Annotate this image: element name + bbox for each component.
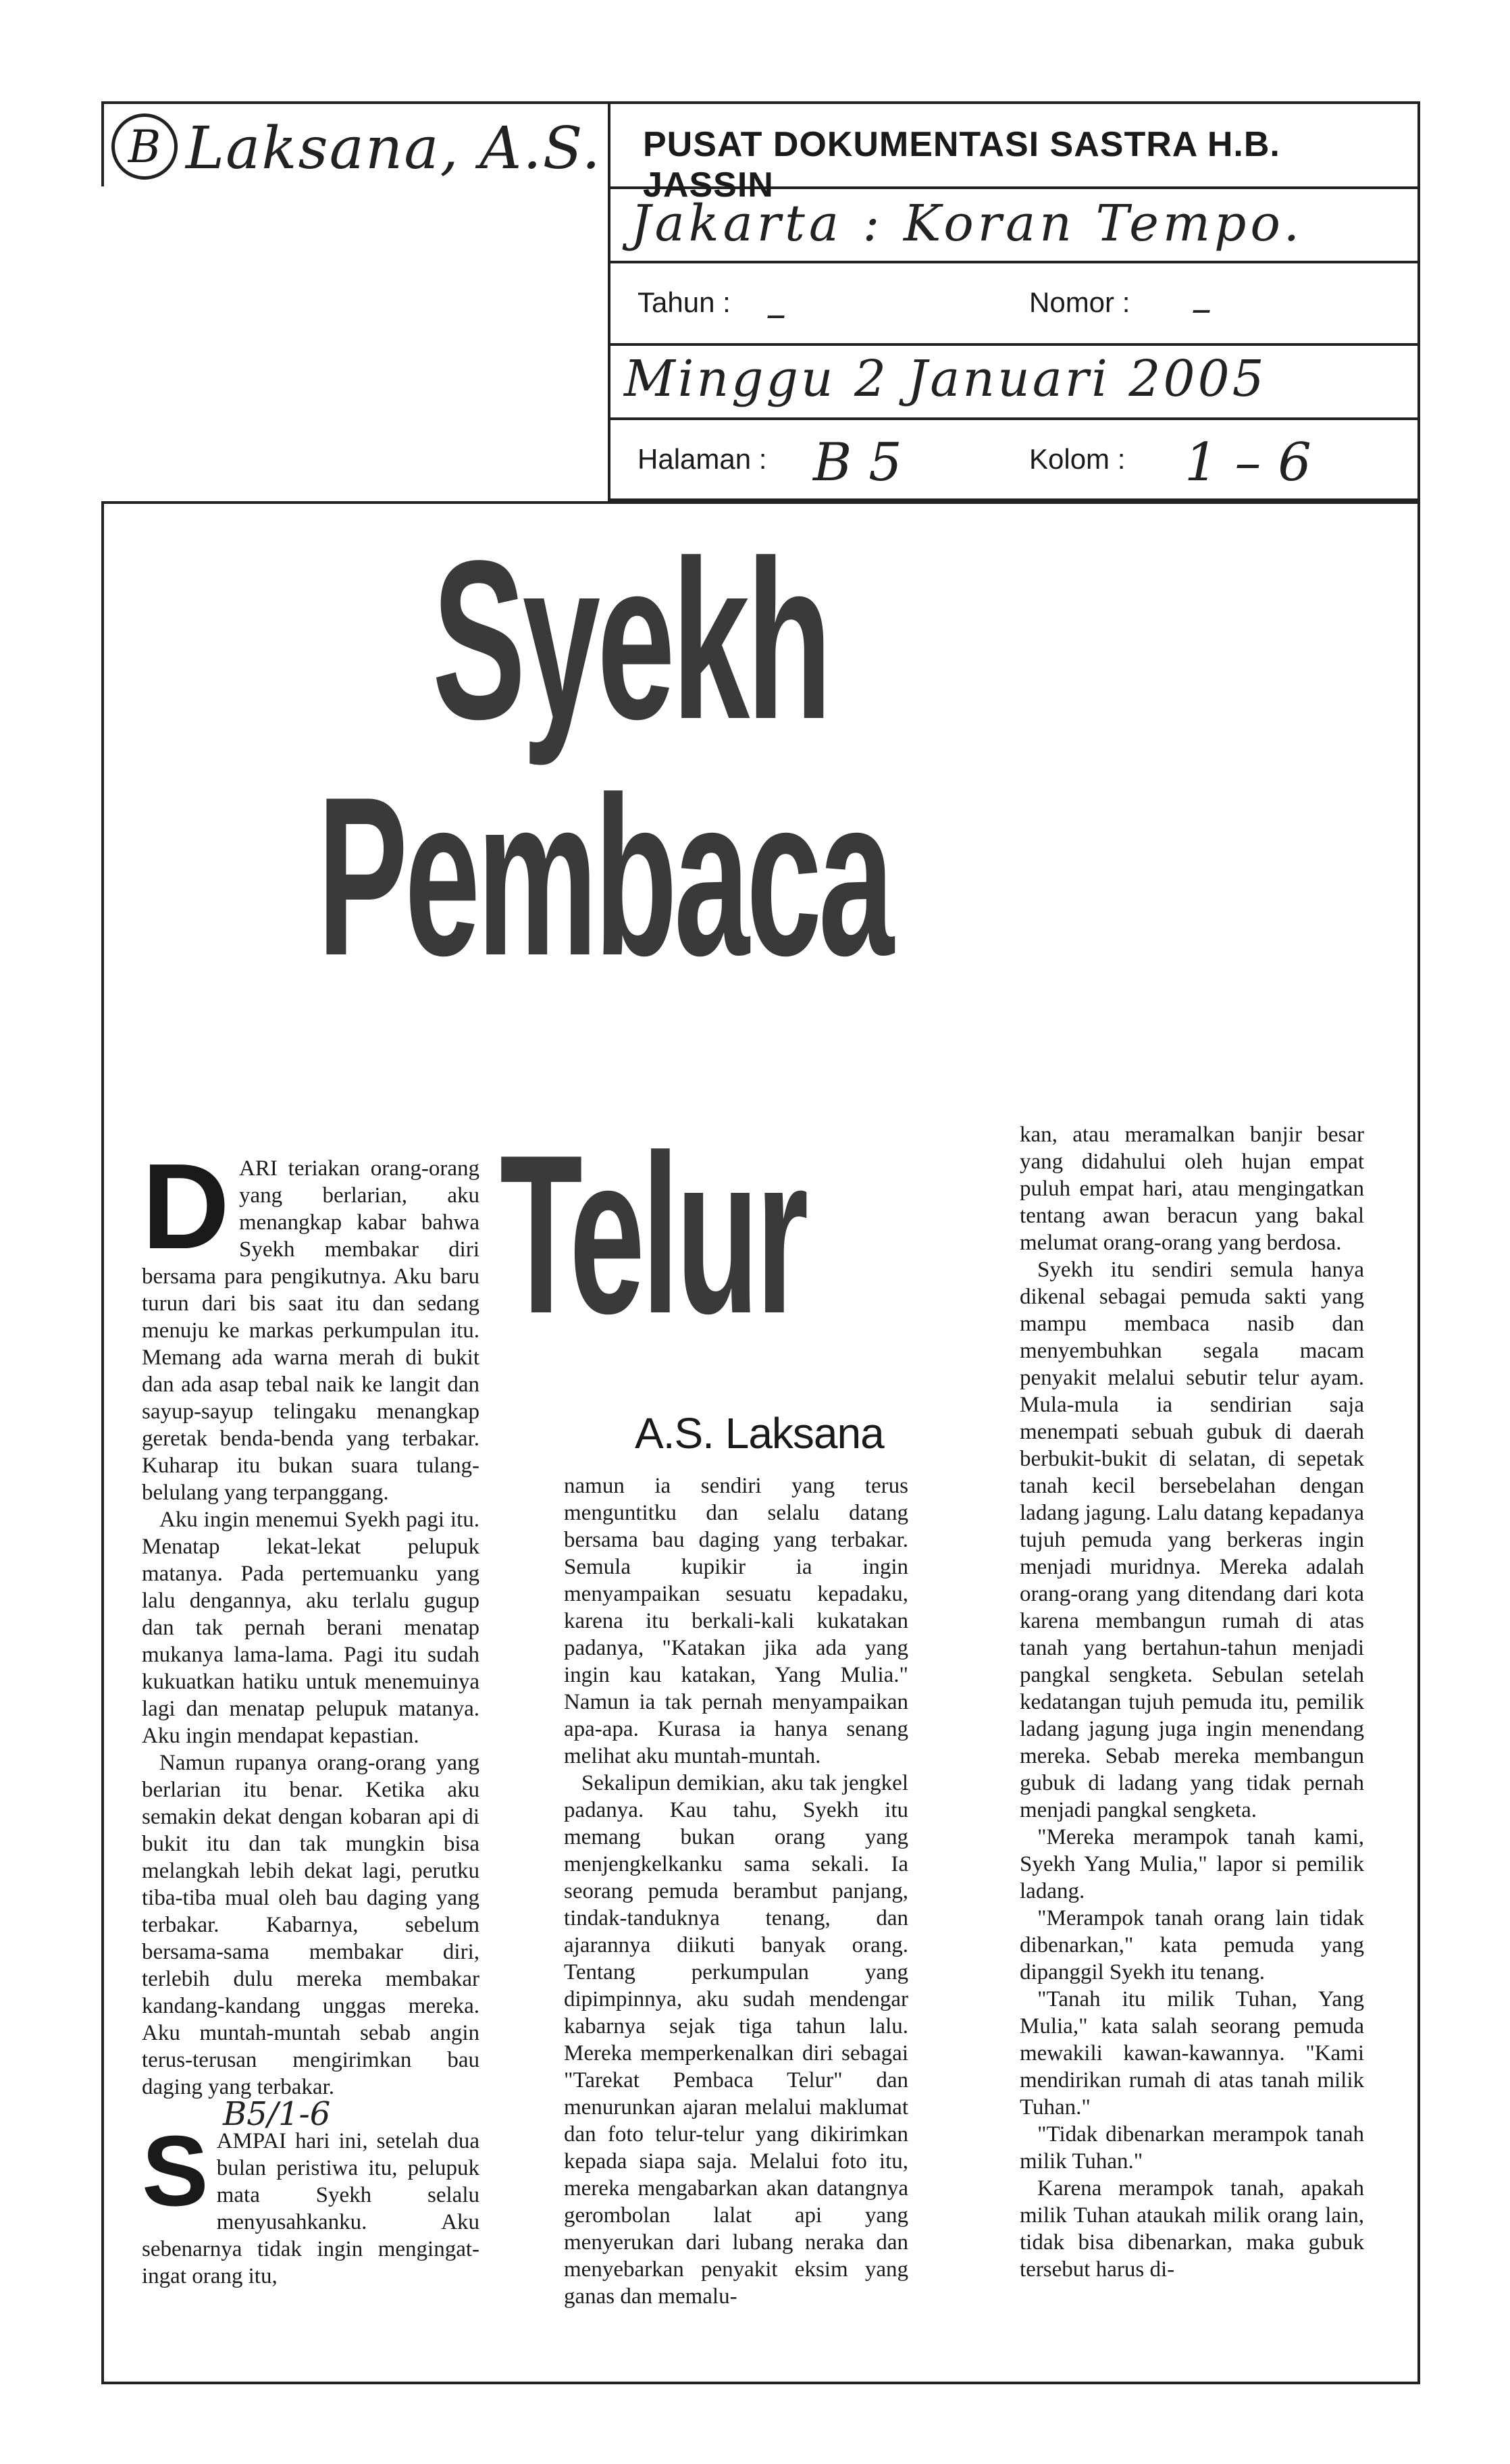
- headline-line-2: Pembaca: [317, 750, 891, 1002]
- col3-paragraph-1: kan, atau meramalkan banjir besar yang didahului oleh hujan empat puluh empat hari, atau mengingatkan tentang awan beracun yang bakal melumat orang-orang yang berdosa.: [1020, 1123, 1364, 1255]
- halaman-label: Halaman :: [637, 443, 767, 475]
- col3-paragraph-4: "Merampok tanah orang lain tidak dibenarkan," kata pemuda yang dipanggil Syekh itu tenang.: [1020, 1906, 1364, 1984]
- nomor-value: –: [1191, 285, 1212, 332]
- col1-paragraph-2: Aku ingin menemui Syekh pagi itu. Menatap lekat-lekat pelupuk matanya. Pada pertemuanku yang lalu dengannya, aku terlalu gugup dan tak pernah berani menatap mukanya lama-lama. Pagi itu sudah kukuatkan hatiku untuk menemuinya lagi dan menatap pelupuk matanya. Aku ingin mendapat kepastian.: [142, 1508, 479, 1748]
- margin-note-handwritten: B5/1-6: [223, 2095, 331, 2133]
- headline-line-1: Syekh: [432, 513, 829, 766]
- headline-line-3: Telur: [500, 1108, 806, 1360]
- catalog-row-halaman-kolom: [610, 417, 1417, 501]
- byline: A.S. Laksana: [635, 1409, 884, 1458]
- catalog-row-date: [610, 343, 1417, 420]
- catalog-institution: PUSAT DOKUMENTASI SASTRA H.B. JASSIN: [643, 125, 1280, 205]
- col2-paragraph-1: namun ia sendiri yang terus menguntitku dan selalu datang bersama bau daging yang terbakar. Semula kupikir ia ingin menyampaikan sesuatu kepadaku, karena itu berkali-kali kukatakan padanya, "Katakan jika ada yang ingin kau katakan, Yang Mulia." Namun ia tak pernah menyampaikan apa-apa. Kurasa ia hanya senang melihat aku muntah-muntah.: [564, 1474, 908, 1768]
- col1-paragraph-1: ARI teriakan orang-orang yang berlarian, aku menangkap kabar bahwa Syekh membakar diri bersama para pengikutnya. Aku baru turun dari bis saat itu dan sedang menuju ke markas perkumpulan itu. Memang ada warna merah di bukit dan ada asap tebal naik ke langit dan sayup-sayup telingaku menangkap geretak benda-benda yang terbakar. Kuharap itu bukan suara tulang-belulang yang terpanggang.: [142, 1156, 479, 1505]
- catalog-row-source: [610, 186, 1417, 263]
- tahun-value: –: [766, 290, 786, 338]
- nomor-label: Nomor :: [1029, 286, 1130, 318]
- col1-paragraph-3: Namun rupanya orang-orang yang berlarian itu benar. Ketika aku semakin dekat dengan kobaran api di bukit itu dan tak mungkin bisa melangkah lebih dekat lagi, perutku tiba-tiba mual oleh bau daging yang terbakar. Kabarnya, sebelum bersama-sama membakar diri, terlebih dulu mereka membakar kandang-kandang unggas mereka. Aku muntah-muntah sebab angin terus-terusan mengirimkan bau daging yang terbakar.: [142, 1751, 479, 2099]
- dropcap-d: D: [142, 1139, 230, 1275]
- catalog-row-institution: [610, 104, 1417, 205]
- column-2: [564, 1472, 908, 2310]
- column-1: [142, 1139, 479, 2290]
- kolom-label: Kolom :: [1029, 443, 1126, 475]
- col3-paragraph-6: "Tidak dibenarkan merampok tanah milik Tuhan.": [1020, 2122, 1364, 2174]
- tahun-label: Tahun :: [637, 286, 731, 318]
- catalog-card: [608, 101, 1420, 501]
- col2-paragraph-2: Sekalipun demikian, aku tak jengkel padanya. Kau tahu, Syekh itu memang bukan orang yang menjengkelkanku sama sekali. Ia seorang pemuda berambut panjang, tindak-tanduknya tenang, dan ajarannya diikuti banyak orang. Tentang perkumpulan yang dipimpinnya, aku sudah mendengar kabarnya sejak tiga tahun lalu. Mereka memperkenalkan diri sebagai "Tarekat Pembaca Telur" dan menurunkan ajaran melalui maklumat dan foto telur-telur yang dikirimkan kepada siapa saja. Melalui foto itu, mereka mengabarkan akan datangnya gerombolan lalat api yang menyerukan dari lubang neraka dan menyebarkan penyakit eksim yang ganas dan memalu-: [564, 1771, 908, 2309]
- col3-paragraph-5: "Tanah itu milik Tuhan, Yang Mulia," kata salah seorang pemuda mewakili kawan-kawannya. "Kami mendirikan rumah di atas tanah milik Tuhan.": [1020, 1987, 1364, 2120]
- col1-paragraph-4: AMPAI hari ini, setelah dua bulan peristiwa itu, pelupuk mata Syekh selalu menyusahkanku. Aku sebenarnya tidak ingin mengingat-ingat orang itu,: [142, 2129, 479, 2288]
- col3-paragraph-2: Syekh itu sendiri semula hanya dikenal sebagai pemuda sakti yang mampu membaca nasib dan menyembuhkan segala macam penyakit melalui sebutir telur ayam. Mula-mula ia sendirian saja menempati sebuah gubuk di daerah berbukit-bukit di selatan, di sepetak tanah kecil bersebelahan dengan ladang jagung. Lalu datang kepadanya tujuh pemuda yang berkeras ingin menjadi muridnya. Mereka adalah orang-orang yang ditendang dari kota karena membangun rumah di atas tanah yang bertahun-tahun menjadi pangkal sengketa. Sebulan setelah kedatangan tujuh pemuda itu, pemilik ladang jagung juga ingin menendang mereka. Sebab mereka membangun gubuk di ladang yang tidak pernah menjadi pangkal sengketa.: [1020, 1258, 1364, 1822]
- halaman-value: B 5: [813, 432, 902, 493]
- col3-paragraph-3: "Mereka merampok tanah kami, Syekh Yang Mulia," lapor si pemilik ladang.: [1020, 1825, 1364, 1903]
- dropcap-s: S: [142, 2115, 209, 2227]
- catalog-circled-letter: B: [111, 113, 178, 180]
- col3-paragraph-7: Karena merampok tanah, apakah milik Tuhan ataukah milik orang lain, tidak bisa dibenarkan, maka gubuk tersebut harus di-: [1020, 2176, 1364, 2282]
- catalog-source-handwritten: Jakarta : Koran Tempo.: [631, 195, 1304, 253]
- column-3: [1020, 1121, 1364, 2283]
- kolom-value: 1 – 6: [1184, 432, 1311, 493]
- catalog-author-handwritten: Laksana, A.S.: [186, 115, 602, 182]
- catalog-row-tahun-nomor: [610, 261, 1417, 346]
- catalog-date-handwritten: Minggu 2 Januari 2005: [624, 350, 1267, 408]
